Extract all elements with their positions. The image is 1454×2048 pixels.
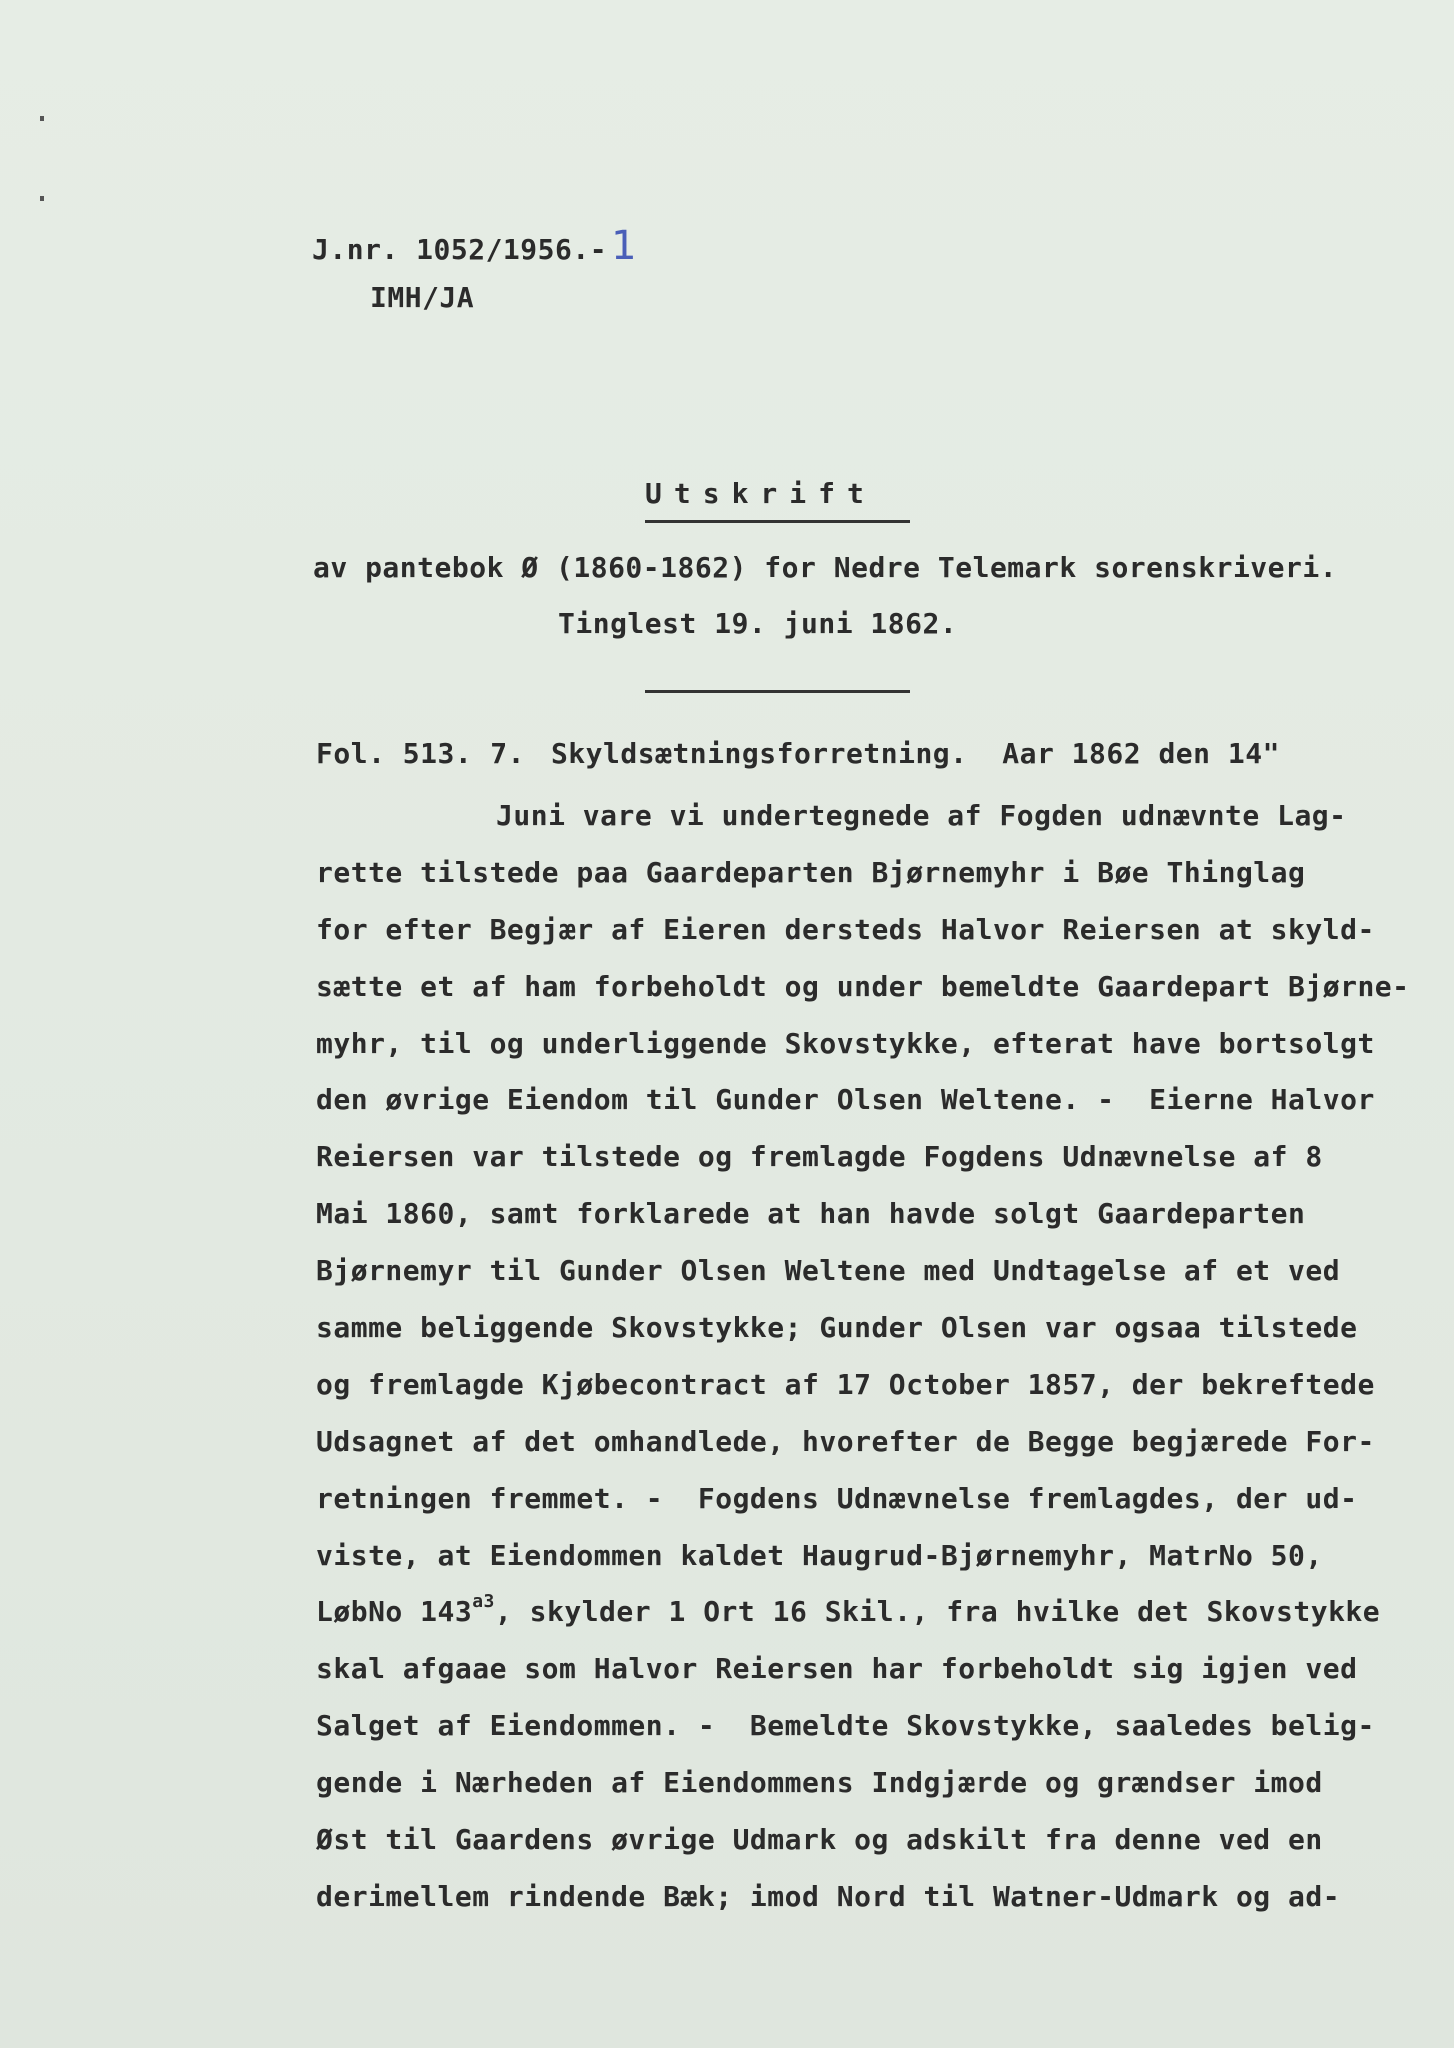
entry-number: 7.: [490, 737, 525, 770]
body-line: Udsagnet af det omhandlede, hvorefter de Begge begjærede For-: [316, 1424, 1375, 1458]
journal-reference: [312, 223, 638, 269]
body-line: gende i Nærheden af Eiendommens Indgjærde og grændser imod: [316, 1766, 1323, 1800]
body-line: derimellem rindende Bæk; imod Nord til Watner-Udmark og ad-: [316, 1879, 1341, 1913]
title-underline: [645, 520, 910, 523]
body-line: Juni vare vi undertegnede af Fogden udnævnte Lag-: [496, 799, 1347, 832]
journal-number: J.nr. 1052/1956.-: [312, 233, 608, 266]
handwritten-annotation: 1: [611, 223, 638, 269]
lot-number: LøbNo 143: [316, 1595, 473, 1629]
body-line: [316, 1584, 1436, 1641]
body-line: Øst til Gaardens øvrige Udmark og adskilt fra denne ved en: [316, 1823, 1323, 1857]
entry-body: [316, 788, 1436, 1926]
initials: IMH/JA: [370, 281, 475, 314]
entry-heading: [316, 737, 1280, 770]
margin-mark: [40, 116, 44, 121]
section-divider: [645, 690, 910, 693]
subtitle-line-1: av pantebok Ø (1860-1862) for Nedre Telemark sorenskriveri.: [313, 551, 1338, 584]
margin-mark: [40, 196, 44, 201]
document-title: Utskrift: [645, 477, 876, 510]
body-line: for efter Begjær af Eieren dersteds Halvor Reiersen at skyld-: [316, 912, 1375, 946]
body-line: den øvrige Eiendom til Gunder Olsen Weltene. - Eierne Halvor: [316, 1083, 1375, 1117]
lot-superscript: a3: [472, 1591, 495, 1613]
body-line: sætte et af ham forbeholdt og under bemeldte Gaardepart Bjørne-: [316, 969, 1410, 1003]
body-line: Mai 1860, samt forklarede at han havde solgt Gaardeparten: [316, 1197, 1306, 1231]
body-line: og fremlagde Kjøbecontract af 17 October 1857, der bekreftede: [316, 1367, 1375, 1401]
body-line: skal afgaae som Halvor Reiersen har forbeholdt sig igjen ved: [316, 1652, 1358, 1686]
body-line: Salget af Eiendommen. - Bemeldte Skovstykke, saaledes belig-: [316, 1709, 1375, 1743]
body-line: Bjørnemyr til Gunder Olsen Weltene med Undtagelse af et ved: [316, 1254, 1341, 1288]
folio-number: Fol. 513.: [316, 737, 473, 770]
body-line: Reiersen var tilstede og fremlagde Fogdens Udnævnelse af 8: [316, 1140, 1323, 1174]
body-line: samme beliggende Skovstykke; Gunder Olsen var ogsaa tilstede: [316, 1311, 1358, 1345]
body-line: myhr, til og underliggende Skovstykke, efterat have bortsolgt: [316, 1026, 1375, 1060]
entry-title: Skyldsætningsforretning. Aar 1862 den 14": [550, 737, 1280, 770]
body-line: retningen fremmet. - Fogdens Udnævnelse fremlagdes, der ud-: [316, 1481, 1358, 1515]
subtitle-line-2: Tinglest 19. juni 1862.: [558, 607, 958, 640]
body-line: rette tilstede paa Gaardeparten Bjørnemyhr i Bøe Thinglag: [316, 855, 1306, 889]
body-line-rest: , skylder 1 Ort 16 Skil., fra hvilke det Skovstykke: [494, 1595, 1381, 1629]
body-line: viste, at Eiendommen kaldet Haugrud-Bjørnemyhr, MatrNo 50,: [316, 1538, 1323, 1572]
